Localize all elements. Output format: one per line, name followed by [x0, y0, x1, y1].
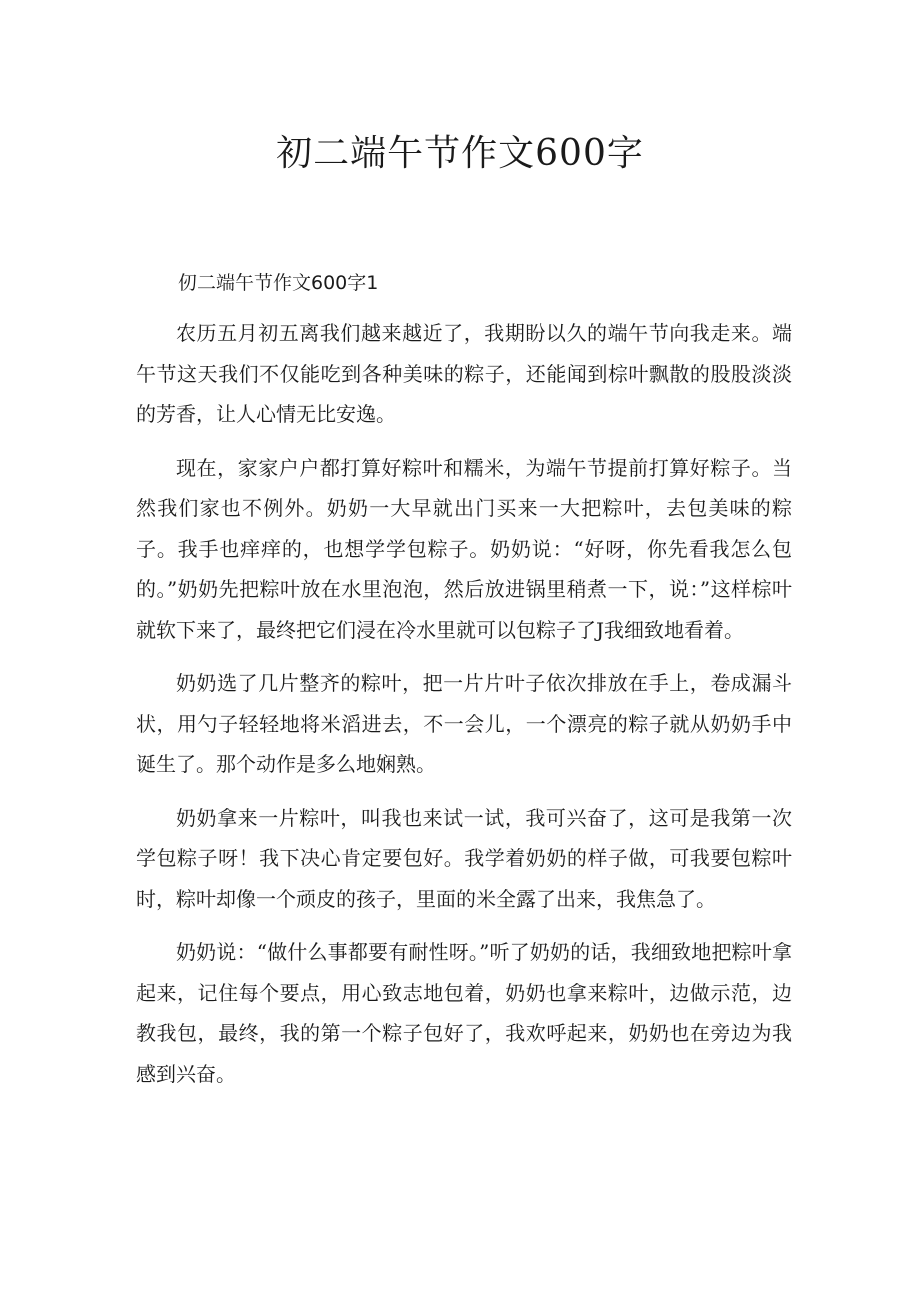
- paragraph-3: 奶奶选了几片整齐的粽叶，把一片片叶子依次排放在手上，卷成漏斗状，用勺子轻轻地将米滔进去，不一会儿，一个漂亮的粽子就从奶奶手中诞生了。那个动作是多么地娴熟。: [136, 671, 792, 776]
- paragraph-1: 农历五月初五离我们越来越近了，我期盼以久的端午节向我走来。端午节这天我们不仅能吃到各种美味的粽子，还能闻到棕叶飘散的股股淡淡的芳香，让人心情无比安逸。: [136, 321, 792, 426]
- paragraph-2: 现在，家家户户都打算好粽叶和糯米，为端午节提前打算好粽子。当然我们家也不例外。奶奶一大早就出门买来一大把粽叶，去包美味的粽子。我手也痒痒的，也想学学包粽子。奶奶说：“好呀，你先看我怎么包的。”奶奶先把粽叶放在水里泡泡，然后放进锅里稍煮一下，说：”这样棕叶就软下来了，最终把它们浸在冷水里就可以包粽子了J我细致地看着。: [136, 455, 792, 642]
- paragraph-5: 奶奶说：“做什么事都要有耐性呀。”听了奶奶的话，我细致地把粽叶拿起来，记住每个要点，用心致志地包着，奶奶也拿来粽叶，边做示范，边教我包，最终，我的第一个粽子包好了，我欢呼起来，奶奶也在旁边为我感到兴奋。: [136, 940, 792, 1086]
- document-title: 初二端午节作文600字: [276, 133, 644, 174]
- paragraph-4: 奶奶拿来一片粽叶，叫我也来试一试，我可兴奋了，这可是我第一次学包粽子呀！我下决心肯定要包好。我学着奶奶的样子做，可我要包粽叶时，粽叶却像一个顽皮的孩子，里面的米全露了出来，我焦急了。: [136, 805, 792, 911]
- section-heading: 仞二端午节作文600字1: [178, 272, 379, 294]
- document-body: [136, 313, 792, 1107]
